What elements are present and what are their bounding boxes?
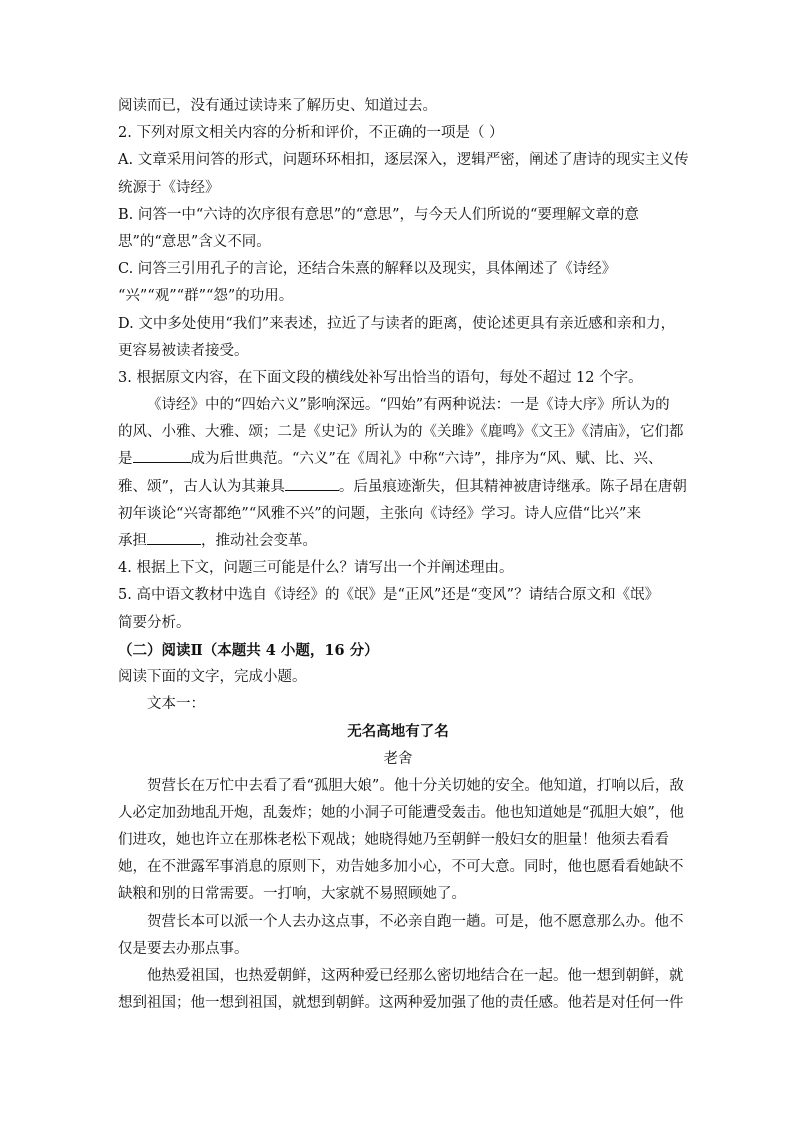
question-5-cont: 简要分析。 [118, 614, 191, 631]
document-page [118, 93, 689, 1017]
passage-line: 《诗经》中的“四始六义”影响深远。“四始”有两种说法：一是《诗大序》所认为的 [147, 397, 670, 414]
article-line: 人必定加劲地乱开炮，乱轰炸；她的小洞子可能遭受轰击。他也知道她是“孤胆大娘”，他 [118, 804, 684, 821]
passage-line: 的风、小雅、大雅、颂；二是《史记》所认为的《关雎》《鹿鸣》《文王》《清庙》，它们都 [118, 424, 684, 441]
text-segment: 。后虽痕迹渐失，但其精神被唐诗继承。陈子昂在唐朝 [338, 478, 687, 495]
article-line: 缺粮和别的日常需要。一打响，大家就不易照顾她了。 [118, 886, 466, 903]
fill-blank-2[interactable] [285, 476, 339, 491]
question-2: 2. 下列对原文相关内容的分析和评价，不正确的一项是（ ） [118, 125, 504, 142]
question-5: 5. 高中语文教材中选自《诗经》的《氓》是“正风”还是“变风”？请结合原文和《氓》 [118, 587, 660, 604]
article-line: 仅是要去办那点事。 [118, 940, 249, 957]
article-line: 他热爱祖国，也热爱朝鲜，这两种爱已经那么密切地结合在一起。他一想到朝鲜，就 [147, 968, 684, 984]
option-c-cont: “兴”“观”“群”“怨”的功用。 [118, 288, 294, 305]
text-label: 文本一： [147, 696, 205, 713]
passage-line-with-blank [118, 474, 687, 501]
option-d: D. 文中多处使用“我们”来表述，拉近了与读者的距离，使论述更具有亲近感和亲和力， [118, 315, 676, 332]
passage-line: 初年谈论“兴寄都绝”“风雅不兴”的问题，主张向《诗经》学习。诗人应借“比兴”来 [118, 505, 641, 522]
text-segment: 成为后世典范。“六义”在《周礼》中称“六诗”，排序为“风、赋、比、兴、 [190, 451, 663, 468]
option-d-cont: 更容易被读者接受。 [118, 342, 249, 359]
article-author: 老舍 [383, 750, 413, 767]
question-3: 3. 根据原文内容，在下面文段的横线处补写出恰当的语句，每处不超过 12 个字。 [118, 369, 643, 386]
instruction: 阅读下面的文字，完成小题。 [118, 668, 307, 685]
option-b: B. 问答一中“六诗的次序很有意思”的“意思”，与今天人们所说的“要理解文章的意 [118, 206, 639, 223]
question-4: 4. 根据上下文，问题三可能是什么？请写出一个并阐述理由。 [118, 560, 514, 577]
article-line: 想到祖国；他一想到祖国，就想到朝鲜。这两种爱加强了他的责任感。他若是对任何一件 [118, 995, 684, 1012]
text-segment: 是 [118, 451, 133, 468]
fill-blank-3[interactable] [147, 530, 201, 545]
option-a-cont: 统源于《诗经》 [118, 179, 220, 196]
passage-line-with-blank [118, 528, 678, 555]
article-line: 她，在不泄露军事消息的原则下，劝告她多加小心，不可大意。同时，他也愿看看她缺不 [118, 859, 684, 876]
option-c: C. 问答三引用孔子的言论，还结合朱熹的解释以及现实，具体阐述了《诗经》 [118, 261, 617, 278]
passage-line-with-blank [118, 446, 678, 473]
section-heading: （二）阅读Ⅱ（本题共 4 小题，16 分） [118, 641, 379, 659]
text-segment: 承担 [118, 533, 147, 549]
text-segment: ，推动社会变革。 [201, 533, 317, 549]
text-segment: 雅、颂”，古人认为其兼具 [118, 478, 285, 495]
article-title: 无名高地有了名 [347, 723, 449, 741]
article-line: 贺营长在万忙中去看了看“孤胆大娘”。他十分关切她的安全。他知道，打响以后，敌 [147, 777, 684, 794]
option-b-cont: 思”的“意思”含义不同。 [118, 233, 271, 250]
option-a: A. 文章采用问答的形式，问题环环相扣，逐层深入，逻辑严密，阐述了唐诗的现实主义传 [118, 152, 689, 169]
text-line: 阅读而已，没有通过读诗来了解历史、知道过去。 [118, 98, 437, 114]
article-line: 贺营长本可以派一个人去办这点事，不必亲自跑一趟。可是，他不愿意那么办。他不 [147, 913, 684, 930]
fill-blank-1[interactable] [133, 448, 191, 463]
article-line: 们进攻，她也许立在那株老松下观战；她晓得她乃至朝鲜一般妇女的胆量！他须去看看 [118, 832, 669, 849]
